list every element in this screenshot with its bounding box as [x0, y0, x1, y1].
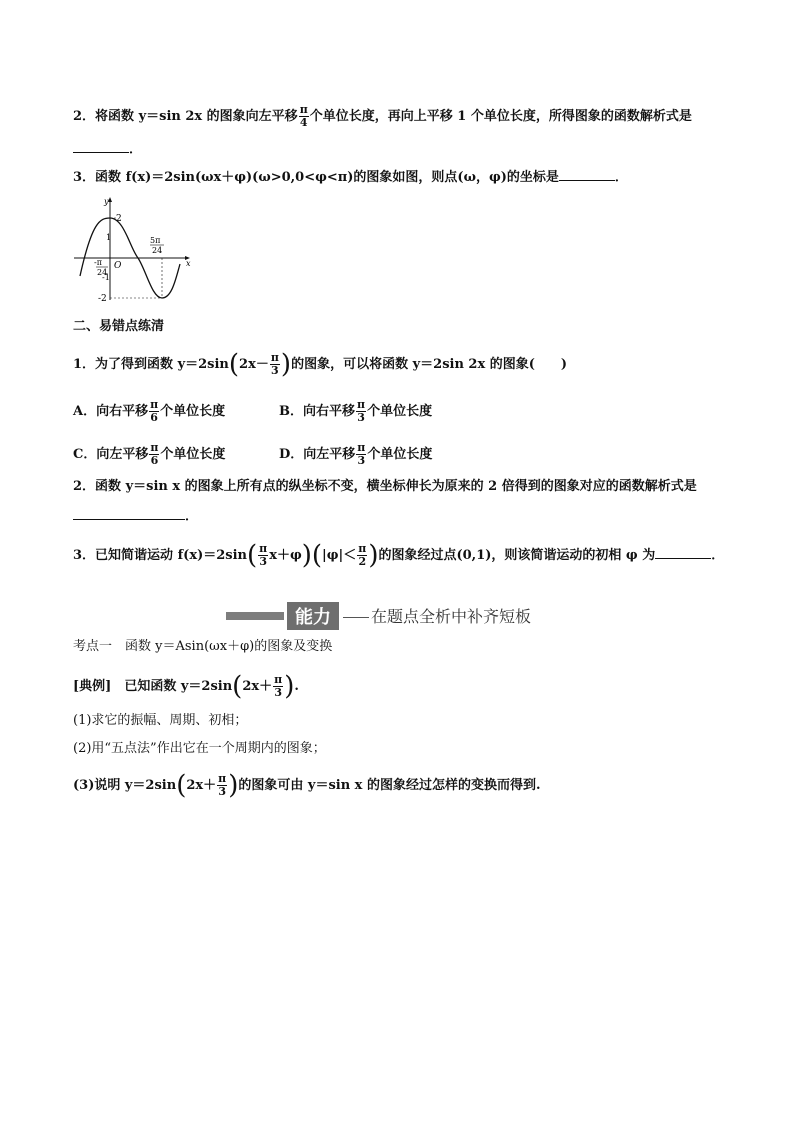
frac-num: π	[150, 441, 159, 454]
option-b-tail: 个单位长度	[367, 404, 433, 419]
y-tick-2: 2	[116, 214, 122, 224]
x-tick-pos-num: 5π	[150, 236, 161, 245]
option-c[interactable]	[73, 442, 279, 467]
frac-den: 3	[357, 454, 366, 467]
frac-den: 3	[271, 364, 279, 377]
e1-text-a: 为了得到函数 y＝2sin	[95, 357, 229, 372]
left-paren: (	[311, 540, 323, 571]
left-paren: (	[176, 770, 187, 801]
e3-fraction-1	[258, 543, 268, 568]
y-axis-label: y	[104, 197, 109, 206]
example-inner: 2x＋	[242, 679, 273, 694]
q3-text: 函数 f(x)＝2sin(ωx＋φ)(ω>0,0<φ<π)的图象如图，则点(ω，φ)的坐标是	[95, 170, 559, 185]
e3-text-b: 的图象经过点(0,1)，则该简谐运动的初相 φ 为	[378, 548, 656, 563]
banner-subtitle-wrap	[343, 604, 531, 627]
e3-number: 3．	[73, 548, 96, 563]
frac-num: π	[357, 398, 366, 411]
y-tick-neg1: -1	[102, 273, 110, 282]
option-c-label: C．向左平移	[73, 447, 149, 462]
option-b[interactable]	[279, 398, 433, 424]
option-a-tail: 个单位长度	[160, 404, 226, 419]
x-tick-neg-den: 24	[97, 268, 108, 277]
y-tick-1: 1	[106, 233, 112, 242]
banner-dash	[343, 617, 369, 618]
e2-number: 2．	[73, 479, 96, 494]
e1-options-cd	[73, 442, 432, 467]
frac-num: π	[274, 673, 283, 686]
option-b-label: B．向右平移	[279, 404, 355, 419]
e1-options-ab	[73, 399, 432, 424]
frac-den: 3	[274, 686, 282, 699]
frac-num: π	[150, 398, 159, 411]
e2-answer-blank[interactable]	[73, 507, 185, 520]
banner-bar	[226, 612, 284, 620]
e2-text: 函数 y＝sin x 的图象上所有点的纵坐标不变，横坐标伸长为原来的 2 倍得到的图象对应的函数解析式是	[95, 479, 697, 494]
e1-number: 1．	[73, 357, 96, 372]
right-paren: )	[228, 770, 239, 801]
y-tick-neg2: -2	[98, 294, 107, 304]
q2-answer-blank[interactable]	[73, 140, 129, 153]
right-paren: )	[368, 540, 379, 571]
right-paren: )	[301, 540, 312, 571]
example-line	[73, 671, 299, 702]
ability-banner	[226, 603, 531, 628]
frac-num: π	[299, 103, 308, 116]
x-tick-pos-den: 24	[152, 246, 163, 255]
q2-answer-line	[73, 140, 142, 159]
frac-num: π	[357, 441, 366, 454]
section2-title: 二、易错点练清	[73, 319, 165, 334]
q2-number: 2．	[73, 109, 96, 124]
e2-line	[73, 478, 697, 496]
e1-inner: 2x－	[239, 357, 269, 372]
left-paren: (	[246, 540, 258, 571]
frac-num: π	[358, 542, 367, 555]
e3-fraction-2	[357, 543, 367, 568]
option-d-label: D．向左平移	[279, 447, 356, 462]
y-axis-arrow	[108, 197, 112, 202]
q3-end: ．	[614, 170, 628, 185]
frac-den: 3	[259, 555, 267, 568]
example-end: .	[294, 679, 299, 694]
sub3-text-a: (3)说明 y＝2sin	[73, 778, 177, 793]
option-c-fraction	[149, 442, 159, 467]
example-fraction	[273, 674, 283, 699]
e3-text-a: 已知简谐运动 f(x)＝2sin	[95, 548, 247, 563]
q3-line	[73, 168, 628, 187]
frac-den: 3	[218, 785, 226, 798]
q2-fraction	[299, 104, 309, 129]
e2-end: ．	[185, 509, 199, 524]
frac-den: 3	[357, 411, 365, 424]
q2-end: ．	[129, 142, 143, 157]
option-a-label: A．向右平移	[73, 404, 149, 419]
q3-number: 3．	[73, 170, 96, 185]
frac-den: 6	[150, 411, 158, 424]
frac-den: 2	[358, 555, 367, 568]
banner-subtitle: 在题点全析中补齐短板	[371, 607, 532, 626]
sub-question-1: (1)求它的振幅、周期、初相；	[73, 713, 248, 728]
left-paren: (	[228, 349, 240, 380]
e3-mid: x＋φ	[269, 548, 302, 563]
x-axis-label: x	[186, 259, 191, 268]
e3-answer-blank[interactable]	[655, 546, 711, 559]
kp1-title: 考点一 函数 y＝Asin(ωx＋φ)的图象及变换	[73, 639, 333, 654]
e3-cond: |φ|＜	[322, 548, 357, 563]
e1-fraction	[270, 352, 280, 377]
option-c-tail: 个单位长度	[160, 447, 226, 462]
e1-line	[73, 349, 568, 380]
frac-den: 4	[299, 116, 308, 129]
example-tag: [典例]	[73, 679, 112, 694]
frac-num: π	[218, 772, 227, 785]
q2-line	[73, 104, 692, 129]
sub-question-2: (2)用“五点法”作出它在一个周期内的图象；	[73, 741, 326, 756]
x-tick-neg-num: -π	[94, 258, 102, 267]
frac-num: π	[259, 542, 268, 555]
sub-question-3	[73, 770, 541, 801]
option-a-fraction	[149, 399, 159, 424]
sub3-text-b: 的图象可由 y＝sin x 的图象经过怎样的变换而得到.	[238, 778, 541, 793]
right-paren: )	[284, 671, 295, 702]
q2-text-b: 个单位长度，再向上平移 1 个单位长度，所得图象的函数解析式是	[309, 109, 692, 124]
q2-text-a: 将函数 y＝sin 2x 的图象向左平移	[95, 109, 298, 124]
origin-label: O	[114, 261, 122, 271]
example-text: 已知函数 y＝2sin	[124, 679, 233, 694]
frac-num: π	[270, 351, 279, 364]
q3-answer-blank[interactable]	[559, 168, 615, 181]
e1-text-b: 的图象，可以将函数 y＝2sin 2x 的图象( )	[291, 357, 568, 372]
e2-answer-line	[73, 507, 198, 526]
option-d[interactable]	[279, 441, 433, 467]
option-d-tail: 个单位长度	[367, 447, 433, 462]
sub3-inner: 2x＋	[186, 778, 217, 793]
option-a[interactable]	[73, 399, 279, 424]
sub3-fraction	[217, 773, 227, 798]
e3-end: ．	[711, 548, 725, 563]
right-paren: )	[280, 349, 292, 380]
option-b-fraction	[356, 399, 366, 424]
option-d-fraction	[356, 442, 366, 467]
e3-line	[73, 540, 725, 571]
left-paren: (	[232, 671, 243, 702]
banner-label: 能力	[287, 602, 339, 630]
frac-den: 6	[150, 454, 159, 467]
sine-graph	[72, 192, 194, 304]
